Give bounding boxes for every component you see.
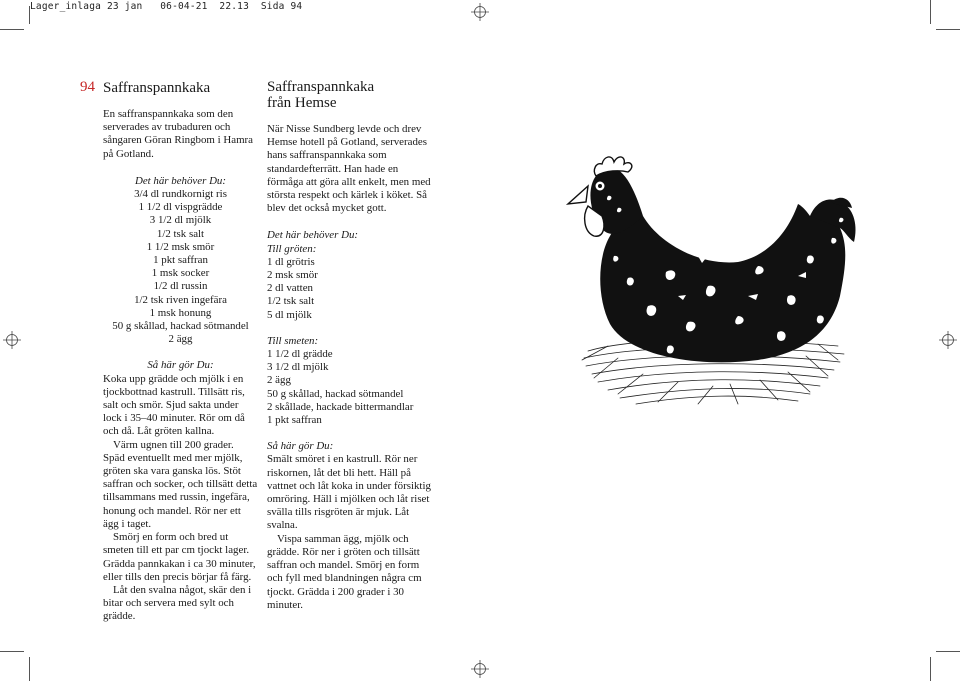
ingredient-item: 2 msk smör	[267, 269, 318, 282]
registration-mark-icon	[939, 331, 957, 349]
registration-mark-icon	[471, 660, 489, 678]
print-slug: Lager_inlaga 23 jan 06-04-21 22.13 Sida 94	[30, 1, 303, 12]
ingredient-item: 3/4 dl rundkornigt ris	[134, 188, 227, 201]
ingredient-item: 50 g skållad, hackad sötmandel	[112, 320, 249, 333]
ingredients-list	[267, 348, 432, 427]
ingredients-heading: Det här behöver Du:	[134, 174, 227, 187]
ingredient-item: 1 msk socker	[151, 267, 210, 280]
crop-mark	[29, 657, 30, 681]
ingredient-item: 1 pkt saffran	[153, 254, 208, 267]
ingredient-item: 3 1/2 dl mjölk	[267, 361, 329, 374]
ingredient-item: 1 msk honung	[149, 306, 212, 319]
ingredient-item: 1/2 tsk riven ingefära	[134, 293, 227, 306]
method-heading: Så här gör Du:	[147, 359, 214, 372]
ingredient-item: 2 skållade, hackade bittermandlar	[267, 400, 414, 413]
registration-mark-icon	[471, 3, 489, 21]
ingredient-group-heading: Till gröten:	[267, 242, 317, 255]
ingredient-item: 1/2 tsk salt	[156, 227, 205, 240]
spacer	[267, 322, 432, 335]
method-paragraph: Värm ugnen till 200 grader. Späd eventuellt med mer mjölk, gröten ska vara ganska lös. Stöt saffran och socker, och tillsätt detta tillsammans med russin, ingefära, honung och mandel. Rör ner ett ägg i taget.	[103, 438, 258, 530]
ingredient-item: 1 1/2 msk smör	[146, 240, 215, 253]
crop-mark	[936, 651, 960, 652]
right-recipe	[267, 79, 432, 612]
recipe-title	[267, 79, 432, 111]
method-paragraph: Vispa samman ägg, mjölk och grädde. Rör ner i gröten och tillsätt saffran och mandel. Smörj en form och fyll med blandningen några cm tjockt. Grädda i 200 grader i 30 minuter.	[267, 532, 422, 611]
ingredient-item: 1/2 tsk salt	[267, 295, 315, 308]
page-number: 94	[80, 79, 95, 95]
crop-mark	[0, 29, 24, 30]
ingredients-heading: Det här behöver Du:	[267, 229, 359, 242]
method-paragraph: Smält smöret i en kastrull. Rör ner riskornen, låt det bli hett. Häll på vattnet och låt koka in under försiktig omröring. Häll i mjölken och låt riset svälla tills risgröten är mjuk. Låt svalna.	[267, 453, 431, 532]
ingredient-item: 1 pkt saffran	[267, 414, 322, 427]
left-recipe	[103, 80, 258, 624]
registration-mark-icon	[3, 331, 21, 349]
ingredient-item: 3 1/2 dl mjölk	[149, 214, 212, 227]
method-paragraph: Koka upp grädde och mjölk i en tjockbottnad kastrull. Tillsätt ris, salt och smör. Sjud sakta under lock i 35–40 minuter. Rör om då och då. Låt gröten kallna.	[103, 372, 245, 438]
ingredients-list	[267, 256, 432, 322]
ingredient-item: 2 ägg	[168, 333, 193, 346]
crop-mark	[936, 29, 960, 30]
recipe-intro: När Nisse Sundberg levde och drev Hemse hotell på Gotland, serverades hans saffranspannkaka som standardefterrätt. Han hade en förmåga att göra allt enkelt, men med största respekt och kärlek i köket. Så blev det också mycket gott.	[267, 123, 431, 215]
ingredient-item: 1 1/2 dl vispgrädde	[138, 201, 223, 214]
crop-mark	[29, 6, 30, 24]
ingredient-item: 2 dl vatten	[267, 282, 313, 295]
ingredient-item: 1 dl grötris	[267, 255, 315, 268]
ingredient-item: 50 g skållad, hackad sötmandel	[267, 387, 404, 400]
ingredient-item: 1/2 dl russin	[153, 280, 208, 293]
recipe-title-line: Saffranspannkaka	[267, 79, 375, 95]
spacer	[267, 215, 432, 229]
method-heading: Så här gör Du:	[267, 440, 334, 453]
ingredient-item: 1 1/2 dl grädde	[267, 348, 333, 361]
ingredient-item: 2 ägg	[267, 374, 291, 387]
crop-mark	[930, 657, 931, 681]
ingredient-item: 5 dl mjölk	[267, 308, 312, 321]
ingredients-list	[103, 188, 258, 346]
recipe-title: Saffranspannkaka	[103, 80, 211, 96]
crop-mark	[930, 0, 931, 24]
recipe-title-line: från Hemse	[267, 95, 337, 111]
method-paragraph: Låt den svalna något, skär den i bitar och servera med sylt och grädde.	[103, 583, 252, 623]
hen-illustration-icon	[548, 146, 866, 414]
method-paragraph: Smörj en form och bred ut smeten till ett par cm tjockt lager. Grädda pannkakan i ca 30 minuter, eller tills den precis börjar få färg.	[103, 531, 256, 583]
crop-mark	[0, 651, 24, 652]
spacer	[267, 427, 432, 440]
spacer	[103, 346, 258, 359]
spacer	[103, 161, 258, 175]
ingredient-group-heading: Till smeten:	[267, 334, 319, 347]
recipe-intro: En saffranspannkaka som den serverades av trubaduren och sångaren Göran Ringbom i Hamra på Gotland.	[103, 108, 254, 160]
